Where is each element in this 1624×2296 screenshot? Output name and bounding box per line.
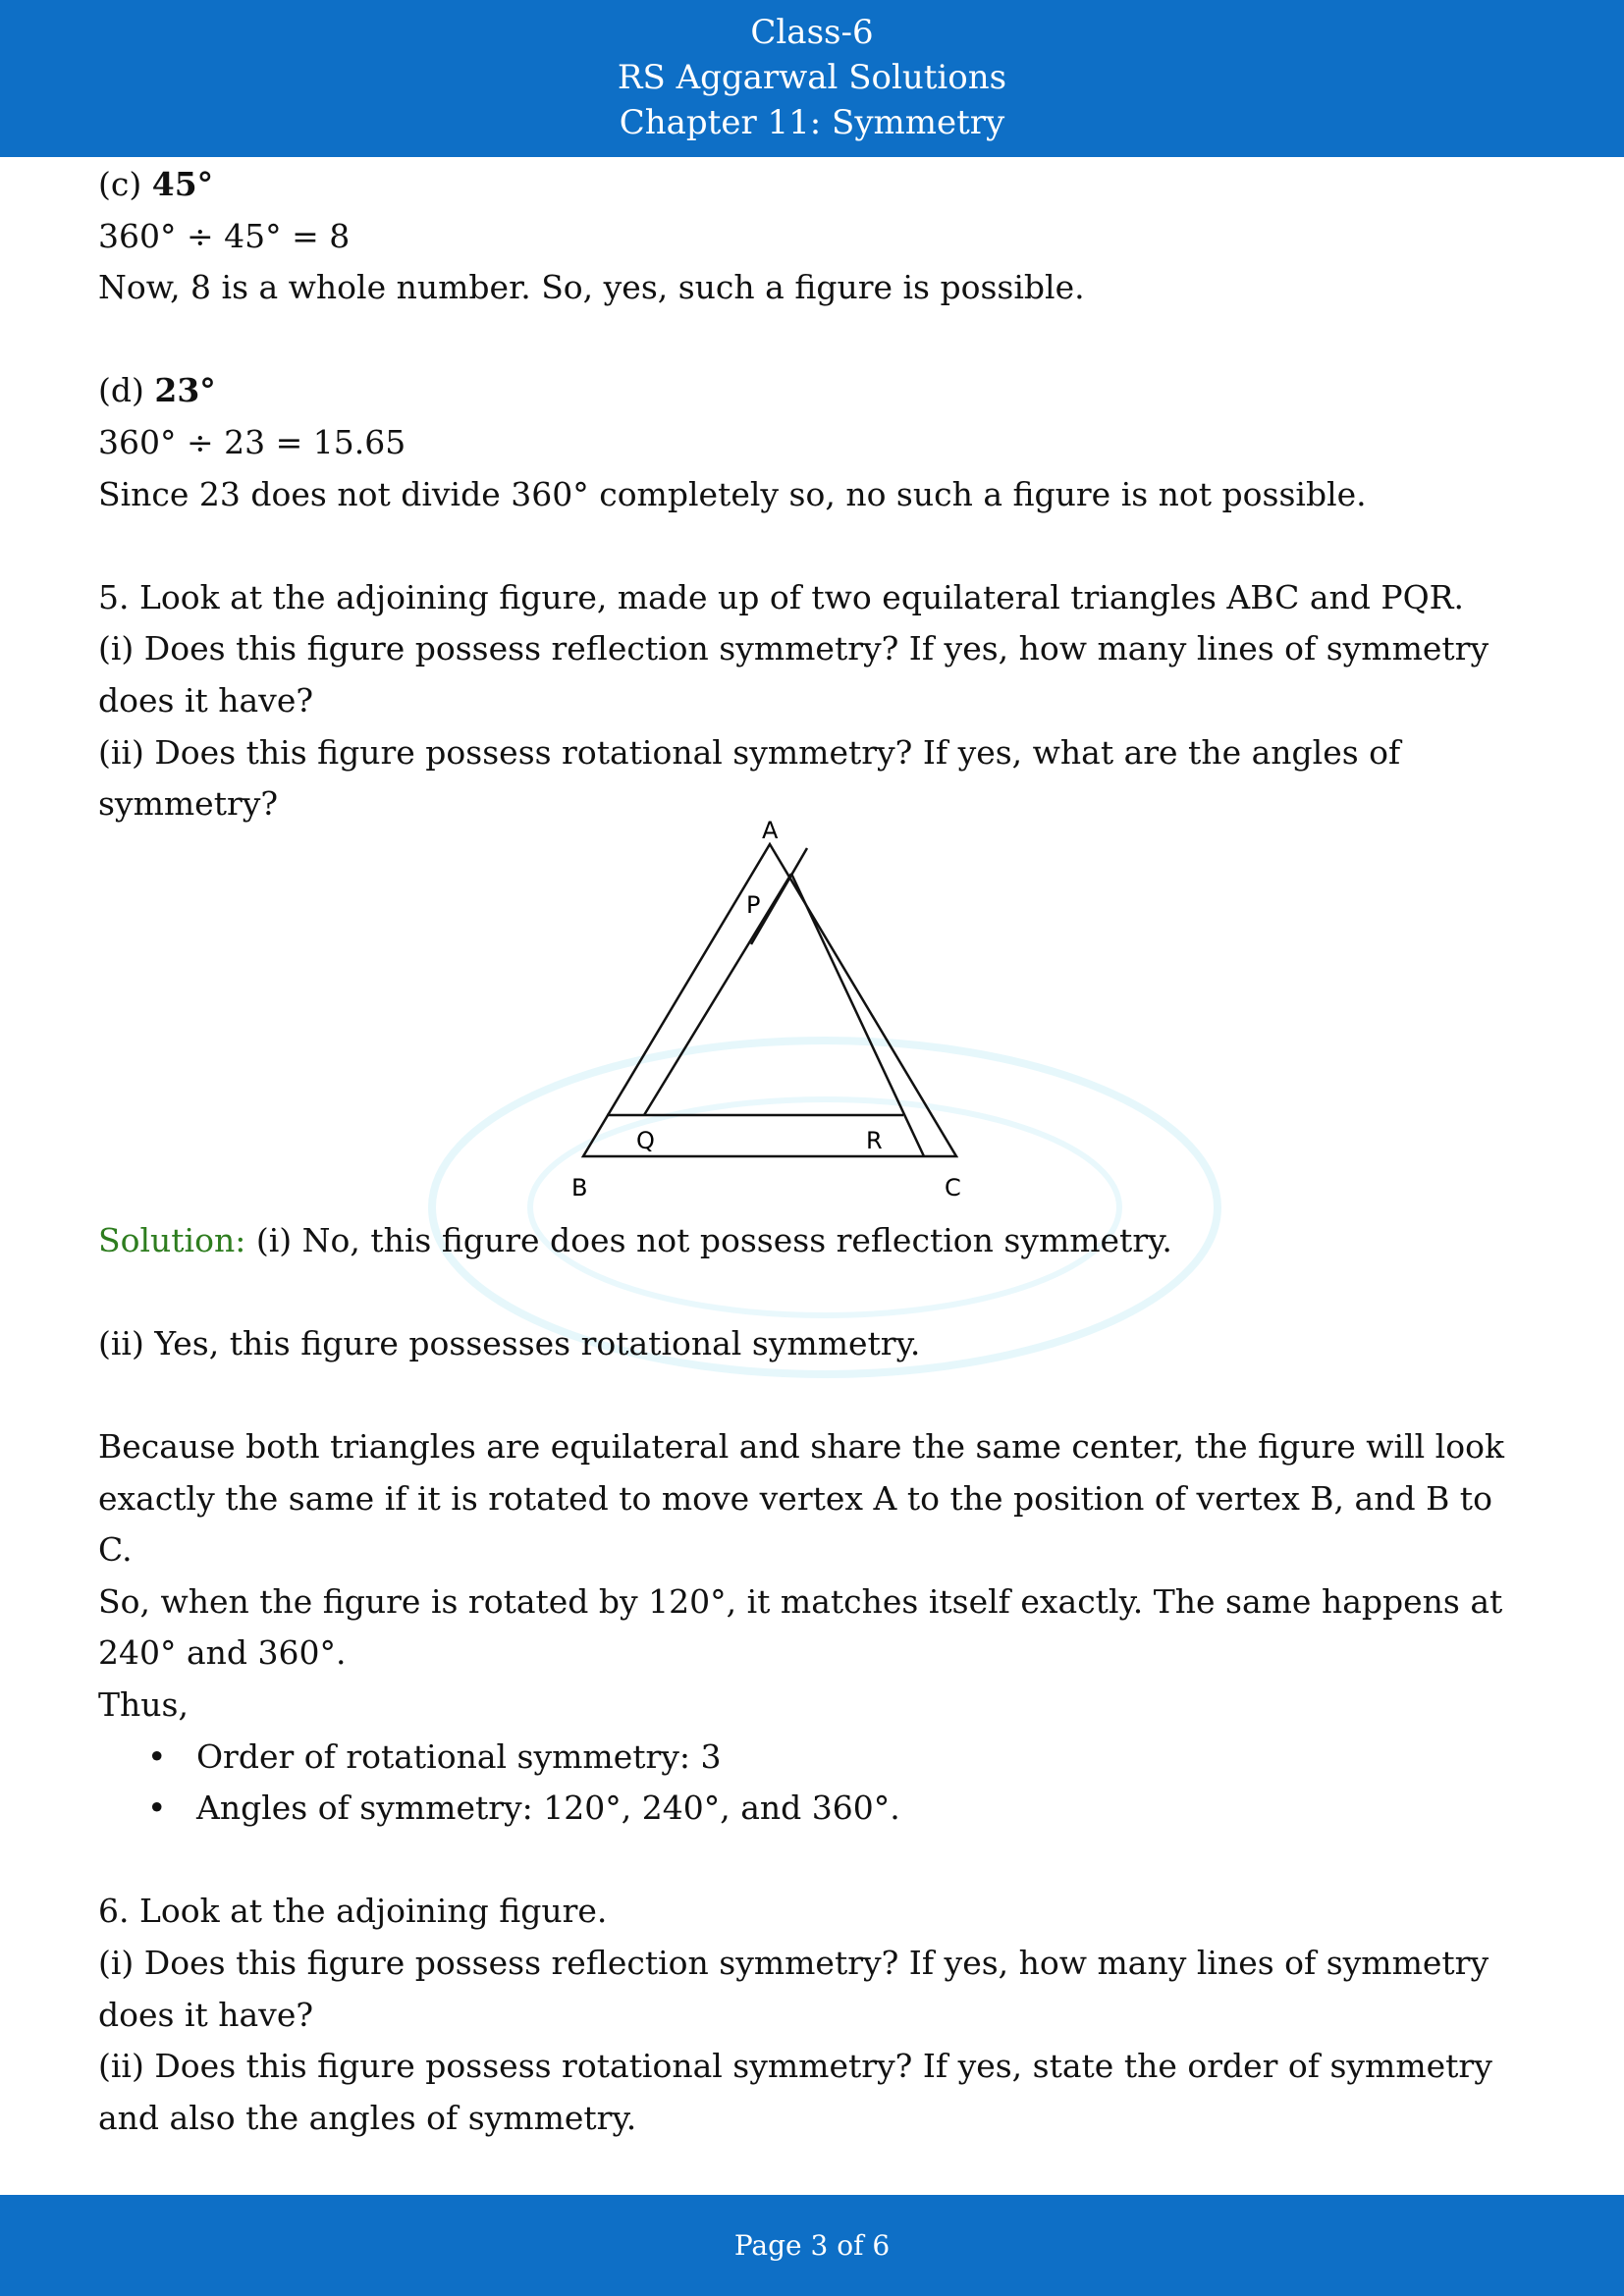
part-d-heading [98,365,1512,417]
label-a: A [762,818,779,844]
q6-sub-ii: (ii) Does this figure possess rotational symmetry? If yes, state the order of symmetry [98,2047,1492,2086]
bullet-order [196,1732,1512,1784]
part-d-calc: 360° ÷ 23 = 15.65 [98,422,406,461]
label-c: C [945,1173,961,1201]
page-header [0,0,1624,157]
triangles-abc-pqr-diagram [569,819,982,1211]
bullet-angles [196,1783,1512,1835]
label-q: Q [636,1126,655,1154]
part-d-angle: 23° [154,371,216,410]
q6-title: 6. Look at the adjoining figure. [98,1892,608,1931]
q5-title: 5. Look at the adjoining figure, made up of two equilateral triangles ABC and PQR. [98,577,1464,616]
q5-sub-ii: (ii) Does this figure possess rotational symmetry? If yes, what are the angles of [98,732,1401,772]
page-content [98,159,1512,2144]
part-c-heading [98,159,1512,211]
q5-para-line-2: exactly the same if it is rotated to move vertex A to the position of vertex B, and B to C. [98,1478,1492,1570]
page-footer [0,2195,1624,2296]
bullet-angles-value: 120°, 240°, and 360°. [532,1789,900,1828]
q5-solution-i [98,1215,1512,1267]
sol-ii-text: Yes, this figure possesses rotational symmetry. [143,1323,921,1362]
label-b: B [571,1173,588,1201]
q6-sub-i: (i) Does this figure possess reflection symmetry? If yes, how many lines of symmetry [98,1944,1489,1983]
q5-para-line-3: So, when the figure is rotated by 120°, it matches itself exactly. The same happens at [98,1581,1503,1621]
bullet-order-value: 3 [690,1736,722,1776]
header-chapter: Chapter 11: Symmetry [619,103,1005,142]
part-c-text: Now, 8 is a whole number. So, yes, such a figure is possible. [98,268,1085,307]
q5-para-line-4: 240° and 360°. [98,1633,347,1673]
label-r: R [866,1126,883,1154]
q6-sub-ii-cont: and also the angles of symmetry. [98,2098,637,2137]
page-number: Page 3 of 6 [733,2229,891,2262]
part-c-angle: 45° [151,165,214,203]
sol-i-label: (i) [255,1220,293,1259]
q5-para-line-1: Because both triangles are equilateral and share the same center, the figure will look [98,1427,1504,1467]
q5-bullet-list [98,1732,1512,1835]
q5-solution-ii [98,1318,1512,1370]
part-c-calc: 360° ÷ 45° = 8 [98,216,351,255]
sol-ii-label: (ii) [98,1323,144,1362]
side-pq [644,874,791,1115]
q5-sub-i-cont: does it have? [98,680,314,720]
bullet-order-label: Order of rotational symmetry: [196,1736,691,1776]
label-p: P [746,890,761,919]
q6-sub-i-cont: does it have? [98,1995,314,2034]
bullet-angles-label: Angles of symmetry: [196,1789,533,1828]
sol-i-text: No, this figure does not possess reflection symmetry. [292,1220,1172,1259]
part-c-label: (c) [98,165,142,203]
solution-label: Solution: [98,1220,246,1259]
triangle-abc [583,844,956,1156]
part-d-text: Since 23 does not divide 360° completely so, no such a figure is not possible. [98,474,1367,513]
q5-sub-i: (i) Does this figure possess reflection symmetry? If yes, how many lines of symmetry [98,629,1489,668]
q5-sub-ii-cont: symmetry? [98,784,279,824]
header-class: Class-6 [750,13,874,52]
q5-thus: Thus, [98,1685,189,1725]
triangle-figure [98,818,1512,1215]
part-d-label: (d) [98,371,144,410]
header-book: RS Aggarwal Solutions [617,58,1007,97]
